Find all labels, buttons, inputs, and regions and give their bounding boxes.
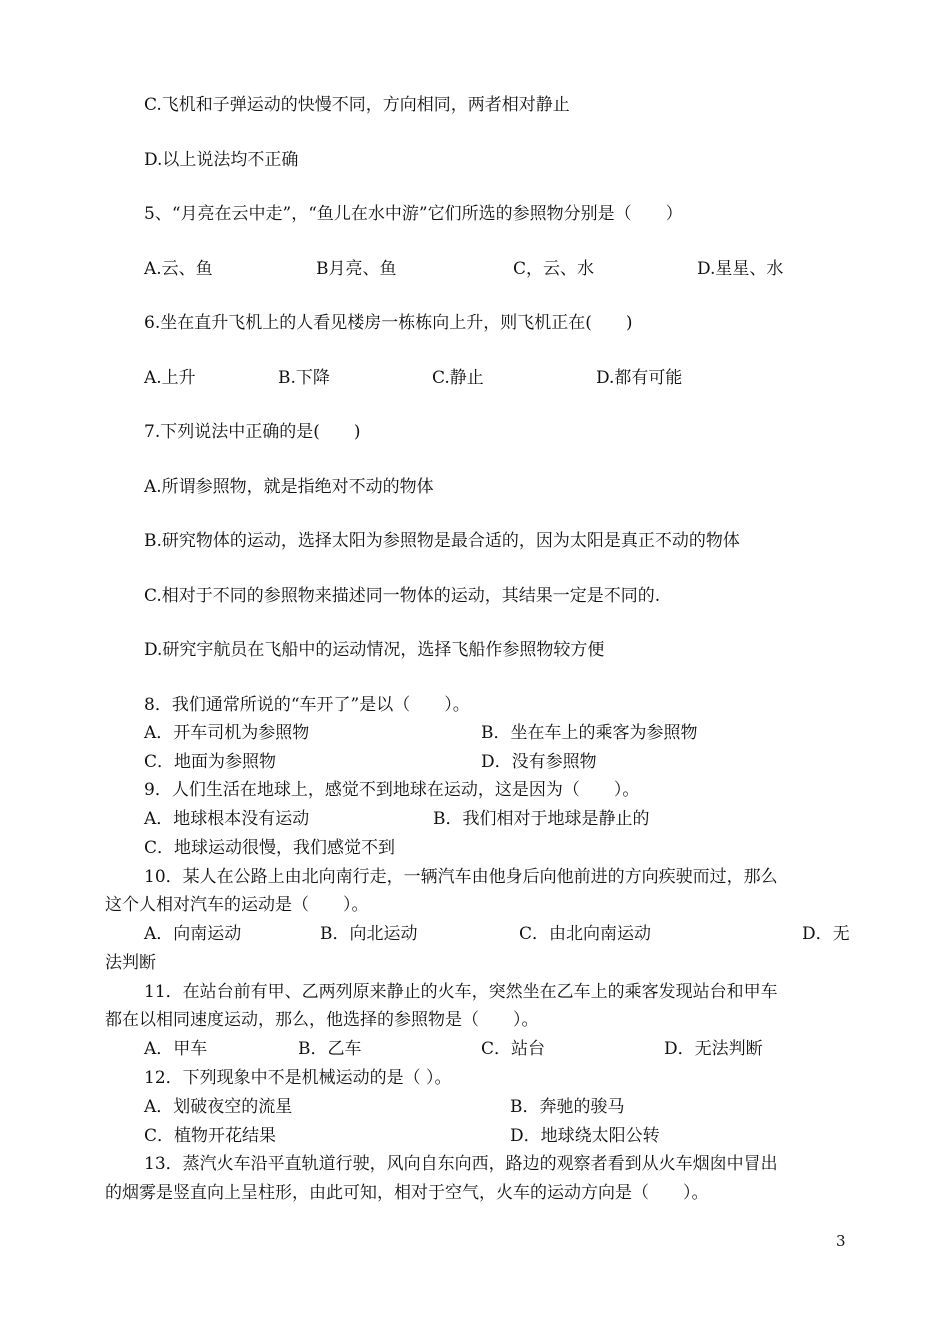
q11-option-a: A．甲车 (144, 1039, 208, 1059)
q12-stem: 12．下列现象中不是机械运动的是（ ）。 (144, 1068, 452, 1088)
q5-option-c: C，云、水 (513, 259, 595, 279)
q12-option-b: B．奔驰的骏马 (510, 1097, 625, 1117)
q10-stem-line2: 这个人相对汽车的运动是（ ）。 (105, 895, 369, 915)
q11-stem-line1: 11．在站台前有甲、乙两列原来静止的火车，突然坐在乙车上的乘客发现站台和甲车 (144, 982, 778, 1002)
q12-option-c: C．植物开花结果 (144, 1126, 277, 1146)
q11-option-d: D．无法判断 (664, 1039, 763, 1059)
q10-option-d-wrap: 法判断 (105, 953, 156, 973)
q7-option-d: D.研究宇航员在飞船中的运动情况，选择飞船作参照物较方便 (144, 640, 605, 660)
q5-option-a: A.云、鱼 (144, 259, 213, 279)
q5-stem: 5、“月亮在云中走”，“鱼儿在水中游”它们所选的参照物分别是（ ） (144, 204, 683, 224)
q9-stem: 9．人们生活在地球上，感觉不到地球在运动，这是因为（ ）。 (144, 780, 640, 800)
q6-option-a: A.上升 (144, 368, 196, 388)
q10-option-b: B．向北运动 (320, 924, 418, 944)
q8-option-d: D．没有参照物 (481, 752, 597, 772)
q11-option-c: C．站台 (481, 1039, 546, 1059)
q9-option-a: A．地球根本没有运动 (144, 809, 310, 829)
page-number: 3 (836, 1232, 846, 1250)
q10-option-c: C．由北向南运动 (519, 924, 652, 944)
q9-option-c: C．地球运动很慢，我们感觉不到 (144, 838, 396, 858)
q8-option-b: B．坐在车上的乘客为参照物 (481, 723, 698, 743)
q11-option-b: B．乙车 (298, 1039, 362, 1059)
q6-option-d: D.都有可能 (596, 368, 683, 388)
q6-stem: 6.坐在直升飞机上的人看见楼房一栋栋向上升，则飞机正在( ) (144, 313, 633, 333)
q7-option-b: B.研究物体的运动，选择太阳为参照物是最合适的，因为太阳是真正不动的物体 (144, 531, 740, 551)
q12-option-a: A．划破夜空的流星 (144, 1097, 293, 1117)
q5-option-d: D.星星、水 (697, 259, 784, 279)
q10-stem-line1: 10．某人在公路上由北向南行走，一辆汽车由他身后向他前进的方向疾驶而过，那么 (144, 867, 778, 887)
q5-option-b: B月亮、鱼 (316, 259, 397, 279)
q4-option-d: D.以上说法均不正确 (144, 150, 299, 170)
q10-option-d: D．无 (802, 924, 850, 944)
q11-stem-line2: 都在以相同速度运动，那么，他选择的参照物是（ ）。 (105, 1010, 539, 1030)
q10-option-a: A．向南运动 (144, 924, 242, 944)
q13-stem-line1: 13．蒸汽火车沿平直轨道行驶，风向自东向西，路边的观察者看到从火车烟囱中冒出 (144, 1154, 778, 1174)
q13-stem-line2: 的烟雾是竖直向上呈柱形，由此可知，相对于空气，火车的运动方向是（ ）。 (105, 1183, 709, 1203)
q7-stem: 7.下列说法中正确的是( ) (144, 422, 361, 442)
q12-option-d: D．地球绕太阳公转 (510, 1126, 660, 1146)
q6-option-b: B.下降 (278, 368, 330, 388)
q8-stem: 8．我们通常所说的“车开了”是以（ ）。 (144, 695, 470, 715)
q9-option-b: B．我们相对于地球是静止的 (433, 809, 650, 829)
q6-option-c: C.静止 (432, 368, 484, 388)
q7-option-a: A.所谓参照物，就是指绝对不动的物体 (144, 477, 434, 497)
q7-option-c: C.相对于不同的参照物来描述同一物体的运动，其结果一定是不同的. (144, 586, 661, 606)
q8-option-c: C．地面为参照物 (144, 752, 277, 772)
q8-option-a: A．开车司机为参照物 (144, 723, 310, 743)
q4-option-c: C.飞机和子弹运动的快慢不同，方向相同，两者相对静止 (144, 95, 570, 115)
